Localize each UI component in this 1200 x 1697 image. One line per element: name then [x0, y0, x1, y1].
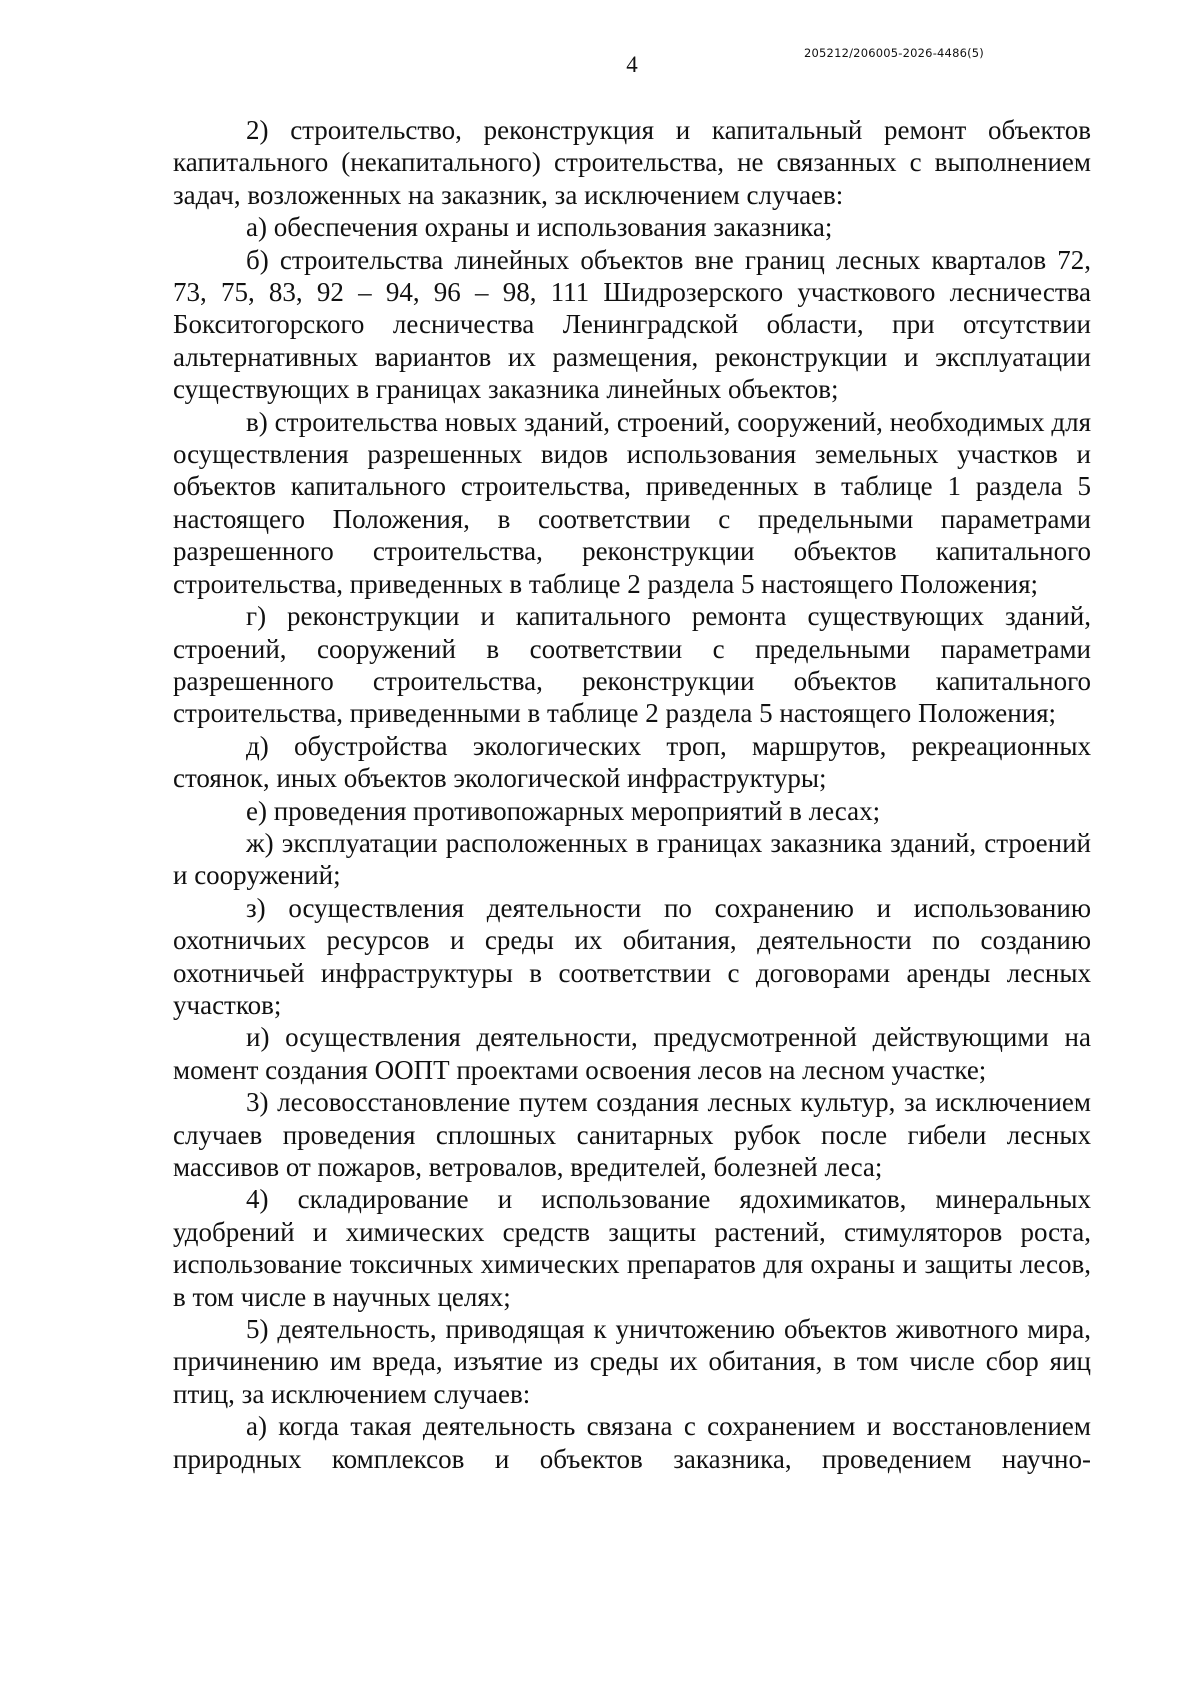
paragraph-2g: г) реконструкции и капитального ремонта существующих зданий, строений, сооружений в соответствии с предельными параметрами разрешенного строительства, реконструкции объектов капитального строительства, приведенными в таблице 2 раздела 5 настоящего Положения; — [173, 601, 1091, 729]
paragraph-3-reforestation: 3) лесовосстановление путем создания лесных культур, за исключением случаев проведения сплошных санитарных рубок после гибели лесных массивов от пожаров, ветровалов, вредителей, болезней леса; — [173, 1087, 1091, 1182]
paragraph-2a: а) обеспечения охраны и использования заказника; — [246, 212, 833, 243]
paragraph-2d: д) обустройства экологических троп, маршрутов, рекреационных стоянок, иных объектов экологической инфраструктуры; — [173, 730, 1091, 794]
paragraph-5-fauna: 5) деятельность, приводящая к уничтожению объектов животного мира, причинению им вреда, изъятие из среды их обитания, в том числе сбор яиц птиц, за исключением случаев: — [173, 1314, 1091, 1409]
paragraph-2b: б) строительства линейных объектов вне границ лесных кварталов 72, 73, 75, 83, 92 – 94, 96 – 98, 111 Шидрозерского участкового лесничества Бокситогорского лесничества Ленинградской области, при отсутствии альтернативных вариантов их размещения, реконструкции и эксплуатации существующих в границах заказника линейных объектов; — [173, 244, 1091, 405]
paragraph-2e: е) проведения противопожарных мероприятий в лесах; — [246, 795, 881, 826]
paragraph-2z: з) осуществления деятельности по сохранению и использованию охотничьих ресурсов и среды их обитания, деятельности по созданию охотничьей инфраструктуры в соответствии с договорами аренды лесных участков; — [173, 892, 1091, 1020]
paragraph-4-chemicals: 4) складирование и использование ядохимикатов, минеральных удобрений и химических средств защиты растений, стимуляторов роста, использование токсичных химических препаратов для охраны и защиты лесов, в том числе в научных целях; — [173, 1184, 1091, 1312]
paragraph-2v: в) строительства новых зданий, строений, сооружений, необходимых для осуществления разрешенных видов использования земельных участков и объектов капитального строительства, приведенных в таблице 1 раздела 5 настоящего Положения, в соответствии с предельными параметрами разрешенного строительства, реконструкции объектов капитального строительства, приведенных в таблице 2 раздела 5 настоящего Положения; — [173, 406, 1091, 599]
document-id: 205212/206005-2026-4486(5) — [804, 46, 984, 60]
page-number: 4 — [626, 52, 638, 77]
paragraph-5a: а) когда такая деятельность связана с сохранением и восстановлением природных комплексов и объектов заказника, проведением научно- — [173, 1411, 1091, 1474]
document-body — [173, 114, 1091, 1475]
paragraph-2zh: ж) эксплуатации расположенных в границах заказника зданий, строений и сооружений; — [173, 827, 1091, 891]
paragraph-2i: и) осуществления деятельности, предусмотренной действующими на момент создания ООПТ проектами освоения лесов на лесном участке; — [173, 1022, 1091, 1085]
paragraph-2-construction: 2) строительство, реконструкция и капитальный ремонт объектов капитального (некапитального) строительства, не связанных с выполнением задач, возложенных на заказник, за исключением случаев: — [173, 115, 1091, 210]
